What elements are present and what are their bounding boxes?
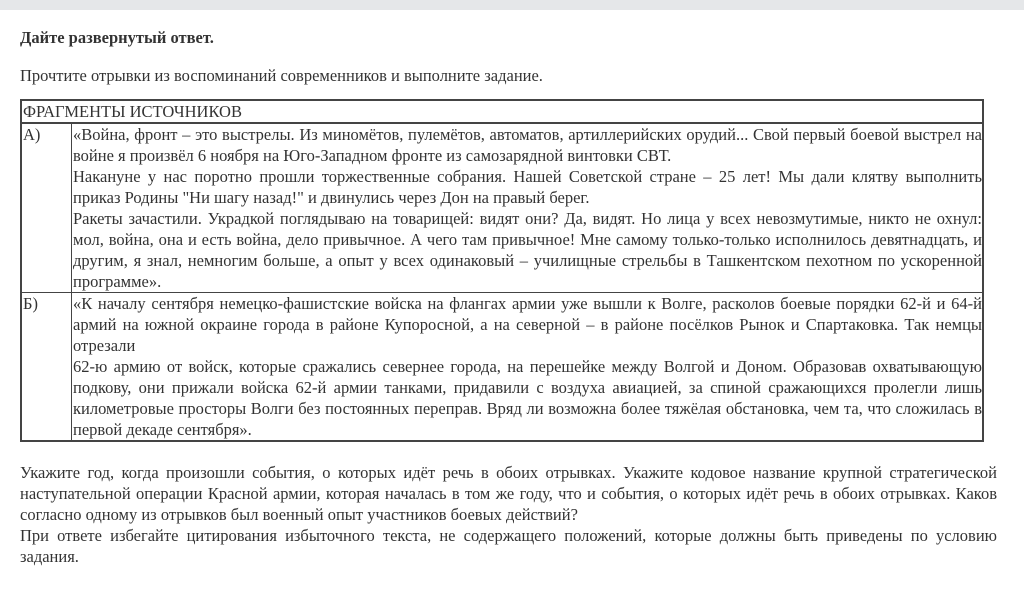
top-bar (0, 0, 1024, 10)
sources-table (20, 99, 984, 442)
fragment-text (72, 293, 984, 442)
table-row (21, 123, 983, 293)
fragment-paragraph: Накануне у нас поротно прошли торжественные собрания. Нашей Советской стране – 25 лет! Мы дали клятву выполнить приказ Родины "Ни шагу назад!" и двинулись через Дон на правый берег. (73, 167, 982, 207)
fragment-text (72, 123, 984, 293)
sources-table-header: ФРАГМЕНТЫ ИСТОЧНИКОВ (21, 100, 983, 123)
task-questions (20, 462, 997, 567)
sources-table-header-row (21, 100, 983, 123)
fragment-paragraph: 62-ю армию от войск, которые сражались севернее города, на перешейке между Волгой и Доном. Образовав охватывающую подкову, они прижали войска 62-й армии танками, придавили с воздуха авиацией, за спиной сражающихся пролегли лишь километровые просторы Волги без постоянных переправ. Вряд ли возможна более тяжёлая обстановка, чем та, что сложилась в первой декаде сентября». (73, 357, 982, 439)
fragment-paragraph: «К началу сентября немецко-фашистские войска на флангах армии уже вышли к Волге, расколов боевые порядки 62-й и 64-й армий на южной окраине города в районе Купоросной, а на северной – в районе посёлков Рынок и Спартаковка. Так немцы отрезали (73, 294, 982, 355)
task-note: При ответе избегайте цитирования избыточного текста, не содержащего положений, которые должны быть приведены по условию задания. (20, 526, 997, 566)
task-heading: Дайте развернутый ответ. (20, 28, 214, 47)
fragment-letter: А) (21, 123, 72, 293)
task-question: Укажите год, когда произошли события, о которых идёт речь в обоих отрывках. Укажите кодовое название крупной стратегической наступательной операции Красной армии, которая началась в том же году, что и события, о которых идёт речь в обоих отрывках. Каков согласно одному из отрывков был военный опыт участников боевых действий? (20, 463, 997, 524)
task-intro: Прочтите отрывки из воспоминаний современников и выполните задание. (20, 66, 543, 85)
fragment-paragraph: «Война, фронт – это выстрелы. Из миномётов, пулемётов, автоматов, артиллерийских орудий... Свой первый боевой выстрел на войне я произвёл 6 ноября на Юго-Западном фронте из самозарядной винтовки СВТ. (73, 125, 982, 165)
fragment-letter: Б) (21, 293, 72, 442)
fragment-paragraph: Ракеты зачастили. Украдкой поглядываю на товарищей: видят они? Да, видят. Но лица у всех невозмутимые, никто не охнул: мол, война, она и есть война, дело привычное. А чего там привычное! Мне самому только-только исполнилось девятнадцать, и другим, я знал, немногим больше, а опыт у всех одинаковый – училищные стрельбы в Ташкентском пехотном по ускоренной программе». (73, 209, 982, 291)
table-row (21, 293, 983, 442)
task-content (20, 10, 997, 567)
